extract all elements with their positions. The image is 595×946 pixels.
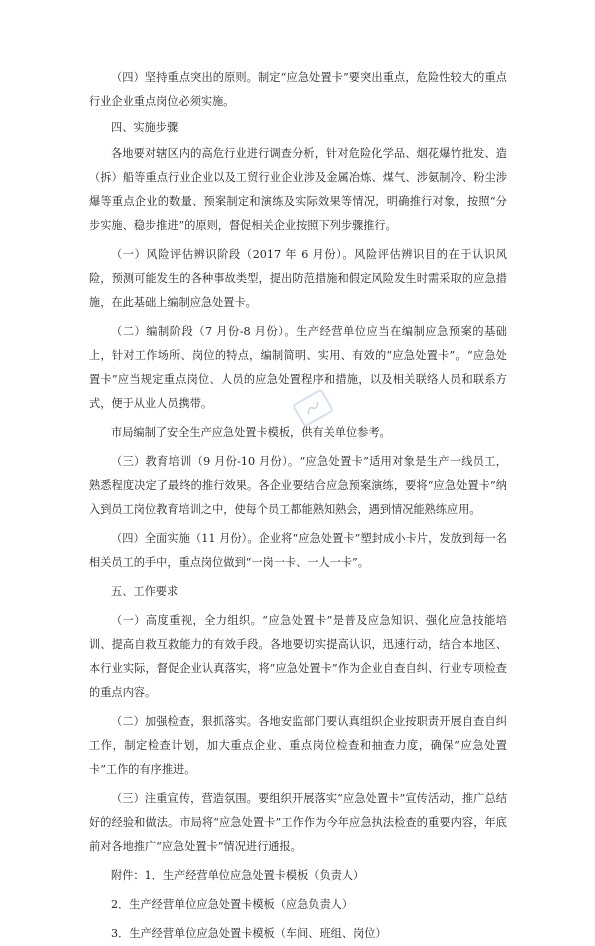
attachment-item-2: 2．生产经营单位应急处置卡模板（应急负责人）	[111, 898, 354, 911]
paragraph-requirement-attention: （一）高度重视，全力组织。“应急处置卡”是普及应急知识、强化应急技能培训、提高自救互救能力的有效手段。各地要切实提高认识，迅速行动，结合本地区、本行业实际，督促企业认真落实，将“应急处置卡”作为企业自查自纠、行业专项检查的重点内容。	[89, 614, 507, 699]
paragraph-implementation-overview: 各地要对辖区内的高危行业进行调查分析，针对危险化学品、烟花爆竹批发、造（拆）船等重点行业企业以及工贸行业企业涉及金属冶炼、煤气、涉氨制冷、粉尘涉爆等重点企业的数量、预案制定和演练及实际效果等情况，明确推行对象，按照“分步实施、稳步推进”的原则，督促相关企业按照下列步骤推行。	[89, 147, 507, 232]
attachment-item-1: 附件：1．生产经营单位应急处置卡模板（负责人）	[111, 869, 365, 882]
attachment-item-3: 3．生产经营单位应急处置卡模板（车间、班组、岗位）	[111, 927, 387, 940]
section-heading-implementation-steps: 四、实施步骤	[111, 121, 179, 134]
paragraph-requirement-inspection: （二）加强检查，狠抓落实。各地安监部门要认真组织企业按职责开展自查自纠工作，制定检查计划，加大重点企业、重点岗位检查和抽查力度，确保“应急处置卡”工作的有序推进。	[89, 715, 507, 776]
paragraph-step-risk-assessment: （一）风险评估辨识阶段（2017 年 6 月份）。风险评估辨识目的在于认识风险，预测可能发生的各种事故类型，提出防范措施和假定风险发生时需采取的应急措施，在此基础上编制应急处置卡。	[89, 248, 507, 309]
paragraph-principle-4: （四）坚持重点突出的原则。制定“应急处置卡”要突出重点，危险性较大的重点行业企业重点岗位必须实施。	[89, 71, 507, 108]
paragraph-step-training: （三）教育培训（9 月份-10 月份）。“应急处置卡”适用对象是生产一线员工，熟悉程度决定了最终的推行效果。各企业要结合应急预案演练，要将“应急处置卡”纳入到员工岗位教育培训之中，使每个员工都能熟知熟会，遇到情况能熟练应用。	[89, 455, 507, 516]
paragraph-step-full-implementation: （四）全面实施（11 月份）。企业将“应急处置卡”塑封成小卡片，发放到每一名相关员工的手中，重点岗位做到“一岗一卡、一人一卡”。	[89, 532, 507, 569]
section-heading-work-requirements: 五、工作要求	[111, 585, 179, 598]
paragraph-template-note: 市局编制了安全生产应急处置卡模板，供有关单位参考。	[111, 426, 391, 439]
paragraph-step-drafting: （二）编制阶段（7 月份-8 月份）。生产经营单位应当在编制应急预案的基础上，针对工作场所、岗位的特点，编制简明、实用、有效的“应急处置卡”。“应急处置卡”应当规定重点岗位、人员的应急处置程序和措施，以及相关联络人员和联系方式，便于从业人员携带。	[89, 325, 507, 410]
paragraph-requirement-publicity: （三）注重宣传，营造氛围。要组织开展落实“应急处置卡”宣传活动，推广总结好的经验和做法。市局将“应急处置卡”工作作为今年应急执法检查的重要内容，年底前对各地推广“应急处置卡”情况进行通报。	[89, 792, 507, 853]
watermark-mark-icon	[302, 398, 324, 417]
